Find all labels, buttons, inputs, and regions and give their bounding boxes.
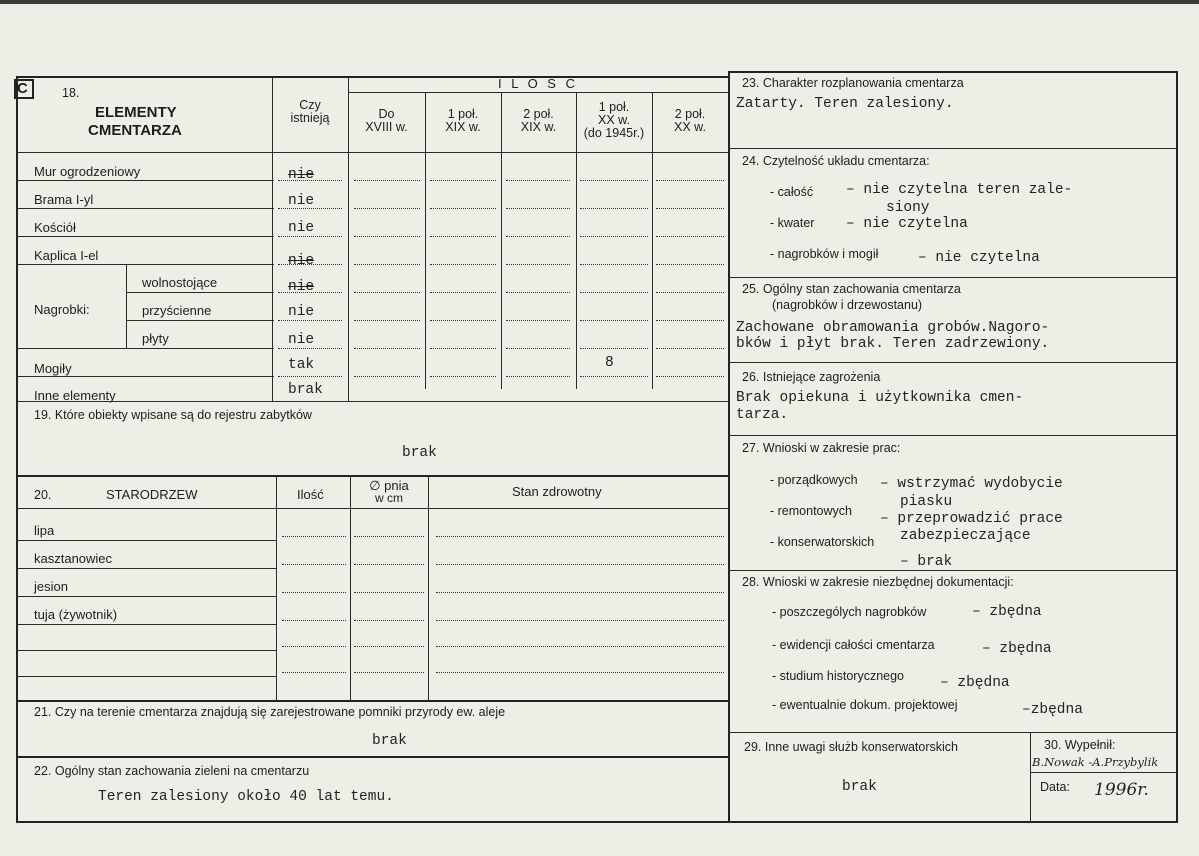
s18-dotted-line [506, 376, 570, 377]
s20-col-ilosc: Ilość [297, 487, 324, 502]
s28-item-value-1: – zbędna [972, 604, 1042, 620]
s18-dotted-line [580, 320, 648, 321]
s18-row-line-3 [16, 236, 274, 237]
s20-tree-jesion: jesion [34, 579, 68, 594]
s27-question: 27. Wnioski w zakresie prac: [742, 441, 901, 455]
s18-value-brama: nie [288, 193, 315, 209]
s25-question-1: 25. Ogólny stan zachowania cmentarza [742, 282, 961, 296]
s18-col-2pol20-2: XX w. [674, 120, 706, 134]
s20-row-line-5 [16, 650, 276, 651]
s18-dotted-line [430, 320, 496, 321]
s18-dotted-line [656, 320, 724, 321]
s18-row-line-6 [126, 320, 274, 321]
s18-dotted-line [354, 208, 420, 209]
s18-czy-header [272, 99, 348, 125]
s18-dotted-line [278, 180, 342, 181]
s30-divider [1030, 732, 1031, 821]
s18-dotted-line [430, 264, 496, 265]
s18-dotted-line [656, 376, 724, 377]
s28-question: 28. Wnioski w zakresie niezbędnej dokumentacji: [742, 575, 1014, 589]
s18-col-do [348, 108, 425, 134]
s18-dotted-line [354, 180, 420, 181]
s18-col-1pol20-3: (do 1945r.) [583, 126, 645, 140]
s20-dotted-line [436, 646, 724, 647]
s20-row-line-6 [16, 676, 276, 677]
s18-dotted-line [354, 348, 420, 349]
s30-date-value: 1996r. [1094, 780, 1149, 800]
s20-col-pnia-2: w cm [375, 491, 403, 505]
s25-answer-2: bków i płyt brak. Teren zadrzewiony. [736, 336, 1050, 352]
s20-row-line-2 [16, 568, 276, 569]
s18-col-1pol20 [576, 101, 652, 140]
s18-dotted-line [278, 264, 342, 265]
s23-question: 23. Charakter rozplanowania cmentarza [742, 76, 964, 90]
s18-title-2: CMENTARZA [88, 122, 182, 139]
s28-item-value-3: – zbędna [940, 675, 1010, 691]
s18-dotted-line [656, 236, 724, 237]
s18-dotted-line [506, 320, 570, 321]
s20-tree-lipa: lipa [34, 523, 55, 538]
s20-dotted-line [436, 592, 724, 593]
s20-tree-kasztanowiec: kasztanowiec [34, 551, 113, 566]
s28-item-value-4: –zbędna [1022, 702, 1083, 718]
s18-czy-line2: istnieją [290, 111, 330, 125]
s18-col-do-1: Do [378, 107, 395, 121]
s18-row-label-kaplica: Kaplica I-el [34, 248, 99, 263]
s27-kons-value-2: – brak [900, 554, 953, 570]
s24-nagrobkow-label: - nagrobków i mogił [770, 247, 879, 261]
s20-row-line-3 [16, 596, 276, 597]
s18-dotted-line [506, 180, 570, 181]
s18-title-1: ELEMENTY [95, 104, 177, 121]
s20-dotted-line [282, 564, 346, 565]
s20-dotted-line [354, 536, 424, 537]
s18-dotted-line [354, 376, 420, 377]
s24-question: 24. Czytelność układu cmentarza: [742, 154, 930, 168]
s24-kwater-value: – nie czytelna [846, 216, 968, 232]
s18-row-line-1 [16, 180, 274, 181]
s18-ilosc-underline [348, 92, 728, 93]
s28-top-line [728, 570, 1176, 571]
s19-answer: brak [402, 445, 437, 461]
s19-question: 19. Które obiekty wpisane są do rejestru zabytków [34, 408, 312, 422]
s18-col-line-2 [425, 92, 426, 389]
s21-question: 21. Czy na terenie cmentarza znajdują się zarejestrowane pomniki przyrody ew. aleje [34, 705, 506, 719]
s18-dotted-line [580, 180, 648, 181]
frame-bottom [16, 821, 1178, 823]
s18-dotted-line [278, 376, 342, 377]
frame-top-right [728, 71, 1176, 73]
s18-col-1pol19-1: 1 poł. [447, 107, 479, 121]
s18-col-2pol20-1: 2 poł. [674, 107, 706, 121]
s20-dotted-line [436, 672, 724, 673]
s18-row-label-przyscienne: przyścienne [142, 303, 212, 318]
s30-label: 30. Wypełnił: [1044, 738, 1116, 752]
s20-dotted-line [282, 536, 346, 537]
s18-row-label-plyty: płyty [142, 331, 169, 346]
s20-dotted-line [282, 646, 346, 647]
s27-remont-value-1: piasku [900, 494, 953, 510]
s18-dotted-line [278, 320, 342, 321]
frame-left [16, 76, 18, 821]
s20-dotted-line [282, 592, 346, 593]
s30-date-label: Data: [1040, 780, 1070, 794]
s20-header-bottom [16, 508, 728, 509]
s18-dotted-line [354, 320, 420, 321]
s22-top-line [16, 756, 728, 758]
s18-dotted-line [354, 236, 420, 237]
s18-mogily-1945-count: 8 [605, 355, 614, 371]
s18-header-bottom [16, 152, 728, 153]
s18-dotted-line [430, 348, 496, 349]
s18-row-label-mur: Mur ogrodzeniowy [34, 164, 141, 179]
section-c-letter: C [17, 80, 28, 97]
s18-dotted-line [580, 236, 648, 237]
s18-row-line-5 [126, 292, 274, 293]
s18-dotted-line [278, 348, 342, 349]
s27-porz-label: - porządkowych [770, 473, 858, 487]
s20-dotted-line [354, 646, 424, 647]
s18-number: 18. [62, 86, 80, 100]
s27-remont-value-2: – przeprowadzić prace [880, 511, 1063, 527]
s20-dotted-line [354, 672, 424, 673]
s20-dotted-line [436, 536, 724, 537]
s18-dotted-line [506, 236, 570, 237]
s18-col-1pol20-1: 1 poł. [598, 100, 630, 114]
s28-item-label-4: - ewentualnie dokum. projektowej [772, 698, 958, 712]
frame-right [1176, 71, 1178, 821]
s19-top-line [16, 401, 728, 402]
s20-dotted-line [354, 564, 424, 565]
s18-dotted-line [656, 208, 724, 209]
s18-row-line-8 [16, 376, 274, 377]
s18-dotted-line [354, 264, 420, 265]
s21-answer: brak [372, 733, 407, 749]
s30-mid-line [1030, 772, 1176, 773]
s18-value-mogily: tak [288, 357, 315, 373]
s18-value-inne: brak [288, 382, 323, 398]
s18-row-label-brama: Brama I-yl [34, 192, 94, 207]
s22-answer: Teren zalesiony około 40 lat temu. [98, 789, 394, 805]
s18-czy-line1: Czy [299, 98, 321, 112]
s28-item-label-1: - poszczególych nagrobków [772, 605, 927, 619]
s18-dotted-line [430, 292, 496, 293]
s26-question: 26. Istniejące zagrożenia [742, 370, 881, 384]
s20-dotted-line [282, 620, 346, 621]
s18-row-label-mogily: Mogiły [34, 361, 72, 376]
s29-answer: brak [842, 779, 877, 795]
s29-question: 29. Inne uwagi służb konserwatorskich [744, 740, 959, 754]
s20-number: 20. [34, 488, 52, 502]
s25-question-2: (nagrobków i drzewostanu) [772, 298, 923, 312]
s18-dotted-line [580, 208, 648, 209]
s18-dotted-line [656, 180, 724, 181]
s24-nagrobkow-value: – nie czytelna [918, 250, 1040, 266]
s18-row-label-inne: Inne elementy [34, 388, 116, 403]
s24-calosc-value-1: – nie czytelna teren zale- [846, 182, 1073, 198]
s18-dotted-line [656, 348, 724, 349]
s18-nagrobki-divider [126, 264, 127, 348]
s24-calosc-label: - całość [770, 185, 814, 199]
s20-tree-tuja: tuja (żywotnik) [34, 607, 118, 622]
s18-col-do-2: XVIII w. [365, 120, 408, 134]
s18-dotted-line [656, 292, 724, 293]
s26-top-line [728, 362, 1176, 363]
s18-ilosc-header: I L O Ś C [498, 76, 578, 91]
s22-question: 22. Ogólny stan zachowania zieleni na cmentarzu [34, 764, 310, 778]
s20-col-pnia-1: ∅ pnia [369, 478, 409, 493]
s18-dotted-line [430, 376, 496, 377]
s27-porz-value: – wstrzymać wydobycie [880, 476, 1063, 492]
s24-top-line [728, 148, 1176, 149]
s27-remont-label: - remontowych [770, 504, 852, 518]
s18-col-1pol20-2: XX w. [598, 113, 630, 127]
s20-dotted-line [436, 620, 724, 621]
s18-row-line-2 [16, 208, 274, 209]
s18-row-label-kosciol: Kościół [34, 220, 76, 235]
s24-calosc-value-2: siony [886, 200, 930, 216]
s18-value-kaplica: nie [288, 253, 315, 269]
s18-dotted-line [580, 264, 648, 265]
s18-dotted-line [506, 348, 570, 349]
s18-value-plyty: nie [288, 332, 315, 348]
s20-col-stan: Stan zdrowotny [512, 484, 602, 499]
s18-value-mur: nie [288, 167, 315, 183]
s25-top-line [728, 277, 1176, 278]
s28-item-label-2: - ewidencji całości cmentarza [772, 638, 935, 652]
s18-col-line-3 [501, 92, 502, 389]
s27-kons-label: - konserwatorskich [770, 535, 875, 549]
s23-answer: Zatarty. Teren zalesiony. [736, 96, 954, 112]
frame-middle [728, 71, 730, 821]
s18-dotted-line [506, 292, 570, 293]
s18-dotted-line [656, 264, 724, 265]
s18-dotted-line [278, 208, 342, 209]
s20-dotted-line [436, 564, 724, 565]
s18-value-przyscienne: nie [288, 304, 315, 320]
s18-dotted-line [354, 292, 420, 293]
s20-row-line-4 [16, 624, 276, 625]
s18-row-label-wolnostojace: wolnostojące [142, 275, 218, 290]
s25-answer-1: Zachowane obramowania grobów.Nagoro- [736, 320, 1050, 336]
s18-nagrobki-label: Nagrobki: [34, 302, 90, 317]
s18-col-1pol19 [425, 108, 501, 134]
s18-col-1pol19-2: XIX w. [445, 120, 481, 134]
s20-title: STARODRZEW [106, 487, 198, 502]
s18-value-kosciol: nie [288, 220, 315, 236]
s18-dotted-line [506, 208, 570, 209]
s27-top-line [728, 435, 1176, 436]
s18-dotted-line [580, 376, 648, 377]
s18-row-line-7 [16, 348, 274, 349]
s20-col-pnia [350, 479, 428, 505]
s18-col-2pol19-2: XIX w. [520, 120, 557, 134]
s18-dotted-line [506, 264, 570, 265]
s18-col-2pol20 [652, 108, 728, 134]
s27-kons-value-1: zabezpieczające [900, 528, 1031, 544]
s28-item-label-3: - studium historycznego [772, 669, 905, 683]
s18-col-2pol19 [501, 108, 576, 134]
s30-filled-by: B.Nowak -A.Przybylik [1032, 755, 1159, 769]
s18-dotted-line [278, 292, 342, 293]
s26-answer-1: Brak opiekuna i użytkownika cmen- [736, 390, 1024, 406]
s18-dotted-line [430, 180, 496, 181]
s18-dotted-line [580, 348, 648, 349]
s18-dotted-line [430, 236, 496, 237]
s28-item-value-2: – zbędna [982, 641, 1052, 657]
s18-value-wolnostojace: nie [288, 279, 315, 295]
s18-dotted-line [580, 292, 648, 293]
s26-answer-2: tarza. [736, 407, 789, 423]
s20-dotted-line [354, 620, 424, 621]
s20-row-line-1 [16, 540, 276, 541]
s20-dotted-line [282, 672, 346, 673]
s20-top-line [16, 475, 728, 477]
s18-col-line-5 [652, 92, 653, 389]
s18-row-line-4 [16, 264, 274, 265]
s18-dotted-line [430, 208, 496, 209]
s18-dotted-line [278, 236, 342, 237]
s29-top-line [728, 732, 1176, 733]
s24-kwater-label: - kwater [770, 216, 815, 230]
s20-dotted-line [354, 592, 424, 593]
s18-col-2pol19-1: 2 poł. [523, 107, 554, 121]
s21-top-line [16, 700, 728, 702]
